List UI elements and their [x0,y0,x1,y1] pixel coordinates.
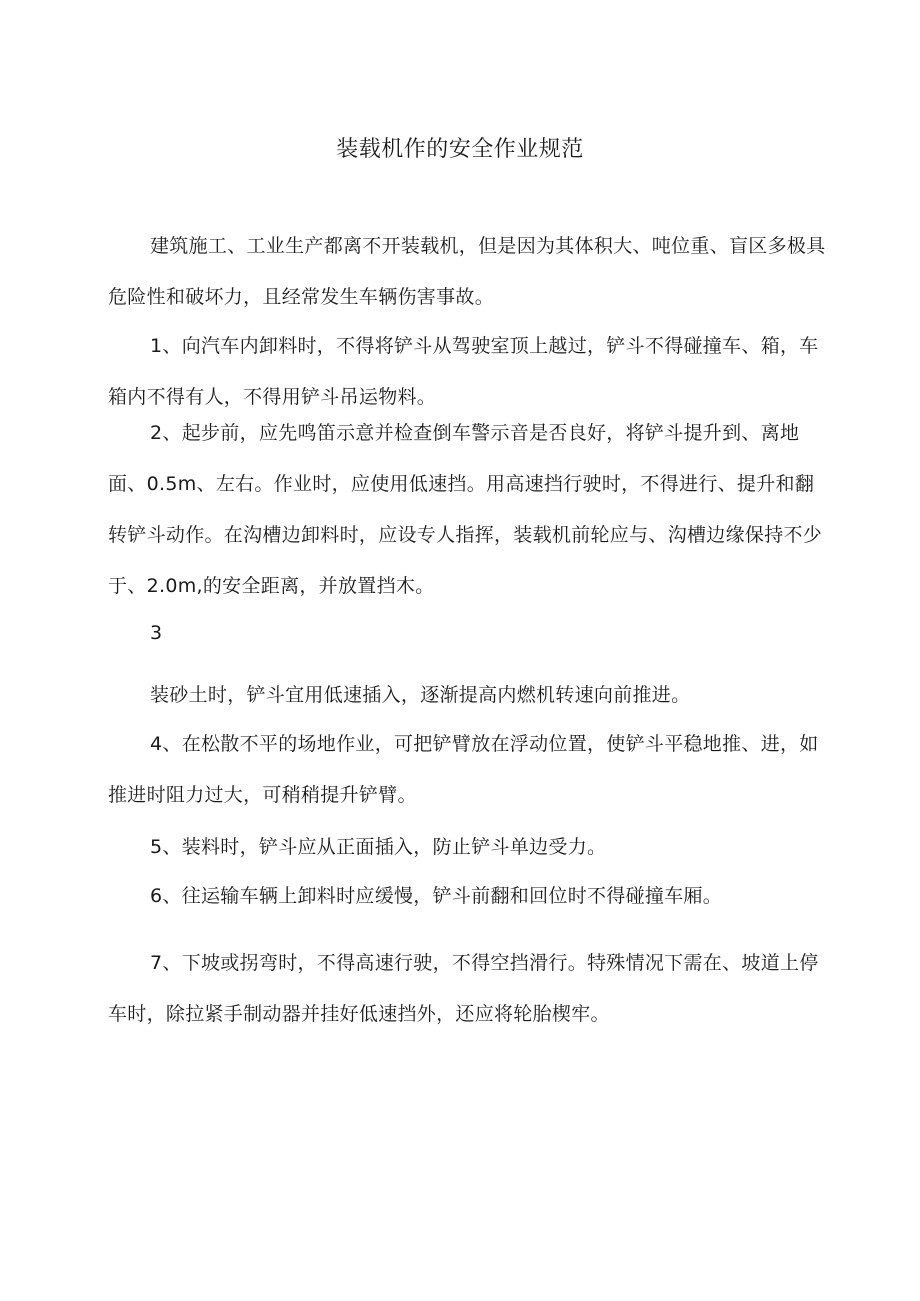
paragraph-rule-3-number: 3 [150,622,163,644]
paragraph-rule-6: 6、往运输车辆上卸料时应缓慢，铲斗前翻和回位时不得碰撞车厢。 [150,885,723,907]
paragraph-rule-5: 5、装料时，铲斗应从正面插入，防止铲斗单边受力。 [150,836,607,858]
paragraph-rule-4: 4、在松散不平的场地作业，可把铲臂放在浮动位置，使铲斗平稳地推、进，如推进时阻力过大，可稍稍提升铲臂。 [108,733,819,806]
paragraph-rule-2: 2、起步前，应先鸣笛示意并检查倒车警示音是否良好，将铲斗提升到、离地面、0.5m、左右。作业时，应使用低速挡。用高速挡行驶时，不得进行、提升和翻转铲斗动作。在沟槽边卸料时，应设专人指挥，装载机前轮应与、沟槽边缘保持不少于、2.0m,的安全距离，并放置挡木。 [108,422,823,597]
document-title: 装载机作的安全作业规范 [336,137,584,162]
paragraph-rule-1: 1、向汽车内卸料时，不得将铲斗从驾驶室顶上越过，铲斗不得碰撞车、箱，车箱内不得有人，不得用铲斗吊运物料。 [108,335,819,408]
paragraph-rule-3: 装砂土时，铲斗宜用低速插入，逐渐提高内燃机转速向前推进。 [150,684,691,706]
paragraph-rule-7: 7、下坡或拐弯时，不得高速行驶，不得空挡滑行。特殊情况下需在、坡道上停车时，除拉紧手制动器并挂好低速挡外，还应将轮胎楔牢。 [108,952,819,1025]
paragraph-intro: 建筑施工、工业生产都离不开装载机，但是因为其体积大、吨位重、盲区多极具危险性和破坏力，且经常发生车辆伤害事故。 [108,235,826,308]
